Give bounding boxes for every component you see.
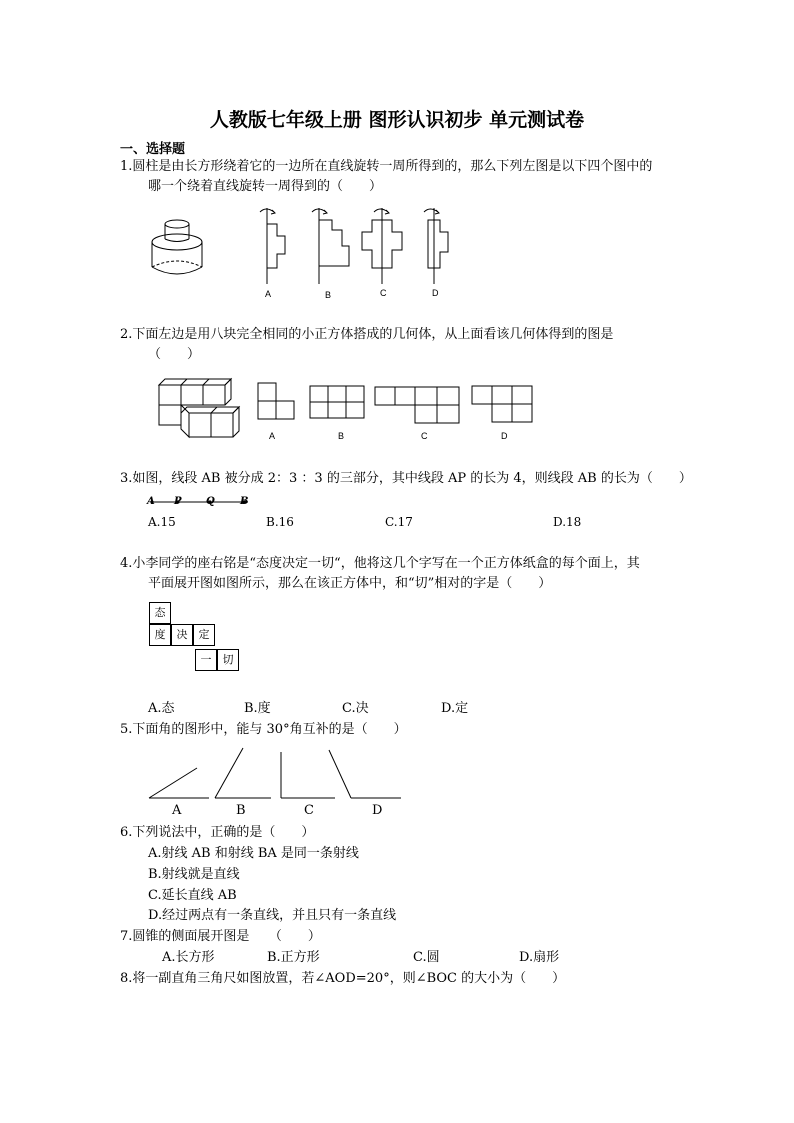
q5-label-b: B <box>236 803 246 818</box>
q1-label-a: A <box>265 289 272 299</box>
section-heading: 一、选择题 <box>120 142 186 157</box>
q6-option-d: D.经过两点有一条直线，并且只有一条直线 <box>148 908 397 923</box>
q3-option-d: D.18 <box>553 515 582 529</box>
q2-cube-stack-figure <box>155 377 245 442</box>
q3-stem: 3.如图，线段 AB 被分成 2：3 ：3 的三部分，其中线段 AP 的长为 4，则线段 AB 的长为（ ） <box>120 471 692 486</box>
cube-net-cell-tai: 态 <box>149 602 171 624</box>
q8-stem: 8.将一副直角三角尺如图放置，若∠AOD=20°，则∠BOC 的大小为（ ） <box>120 971 566 986</box>
q1-option-c-figure <box>360 206 410 288</box>
q6-option-b: B.射线就是直线 <box>148 867 240 882</box>
q1-option-d-figure <box>416 206 466 288</box>
q5-label-d: D <box>372 803 383 818</box>
q2-stem-line1: 2.下面左边是用八块完全相同的小正方体搭成的几何体，从上面看该几何体得到的图是 <box>120 327 614 342</box>
q2-label-a: A <box>269 431 276 441</box>
q7-stem: 7.圆锥的侧面展开图是 （ ） <box>120 929 321 944</box>
q2-label-c: C <box>421 431 428 441</box>
q6-stem: 6.下列说法中，正确的是（ ） <box>120 825 315 840</box>
q5-label-c: C <box>304 803 314 818</box>
q2-option-c-figure <box>375 387 465 427</box>
cube-net-cell-qie: 切 <box>217 649 239 671</box>
q6-option-a: A.射线 AB 和射线 BA 是同一条射线 <box>148 846 359 861</box>
q1-stem-line2: 哪一个绕着直线旋转一周得到的（ ） <box>148 179 383 194</box>
cube-net-cell-ding: 定 <box>193 624 215 646</box>
q2-option-b-figure <box>310 386 370 422</box>
q2-option-a-figure <box>258 383 298 423</box>
q5-angles-figure <box>145 748 405 804</box>
cube-net-cell-du: 度 <box>149 624 171 646</box>
q4-option-a: A.态 <box>148 701 175 716</box>
q1-stem-line1: 1.圆柱是由长方形绕着它的一边所在直线旋转一周所得到的，那么下列左图是以下四个图中的 <box>120 159 653 174</box>
q3-point-q: Q <box>206 496 215 507</box>
q6-option-c: C.延长直线 AB <box>148 888 237 903</box>
q2-stem-line2: （ ） <box>148 347 201 362</box>
q2-label-d: D <box>501 431 508 441</box>
q3-option-c: C.17 <box>385 515 413 529</box>
cube-net-cell-jue: 决 <box>171 624 193 646</box>
q2-label-b: B <box>338 431 345 441</box>
q1-option-b-figure <box>304 206 354 288</box>
q7-option-d: D.扇形 <box>519 950 560 965</box>
q3-point-p: P <box>174 496 182 507</box>
q2-option-d-figure <box>472 386 538 426</box>
q1-label-c: C <box>380 288 387 298</box>
q7-option-a: A.长方形 <box>162 950 215 965</box>
q4-stem-line2: 平面展开图如图所示，那么在该正方体中，和“切”相对的字是（ ） <box>148 576 552 591</box>
cube-net-cell-yi: 一 <box>195 649 217 671</box>
q4-stem-line1: 4.小李同学的座右铭是“态度决定一切“，他将这几个字写在一个正方体纸盒的每个面上，其 <box>120 556 640 571</box>
q3-point-b: B <box>240 496 249 507</box>
q4-option-c: C.决 <box>342 701 369 716</box>
q1-label-d: D <box>432 288 439 298</box>
q7-option-b: B.正方形 <box>267 950 320 965</box>
q5-label-a: A <box>172 803 182 818</box>
q3-option-b: B.16 <box>266 515 294 529</box>
q1-label-b: B <box>325 290 332 300</box>
q7-option-c: C.圆 <box>413 950 440 965</box>
q1-option-a-figure <box>252 206 292 288</box>
q4-option-d: D.定 <box>441 701 469 716</box>
q3-point-a: A <box>147 496 155 507</box>
q1-solid-figure <box>148 215 218 285</box>
q4-option-b: B.度 <box>244 701 271 716</box>
page-title: 人教版七年级上册 图形认识初步 单元测试卷 <box>209 109 585 131</box>
q3-option-a: A.15 <box>148 515 176 529</box>
q5-stem: 5.下面角的图形中，能与 30°角互补的是（ ） <box>120 722 407 737</box>
